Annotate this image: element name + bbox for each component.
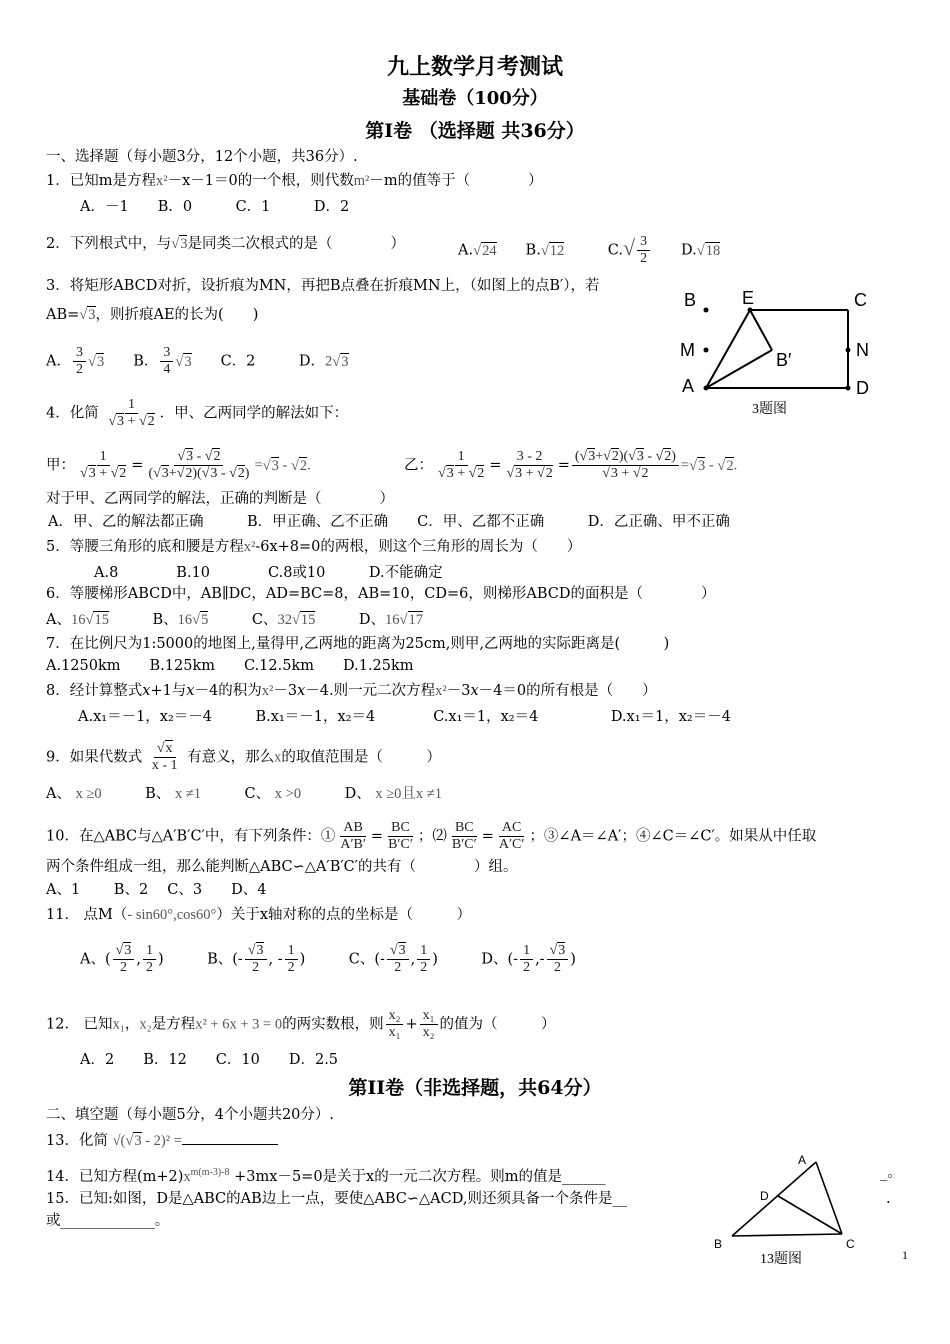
q2-options: A.√ 24 B.√ 12 C.√ $\frac{3}{2}$ D.√ 18 bbox=[458, 234, 720, 267]
q15-tail: . bbox=[886, 1191, 891, 1207]
q3-line1: 3．将矩形ABCD对折，设折痕为MN，再把B点叠在折痕MN上，（如图上的点B′），若 bbox=[46, 278, 600, 294]
q10-line1: 10．在△ABC与△A′B′C′中，有下列条件：① $\frac{AB}{A'B'}$ = $\frac{BC}{B'C'}$ ；⑵ $\frac{BC}{B'C'}$ = $\frac{AC}{A'C'}$ ；③∠A＝∠A′；④∠C＝∠C′。如果从中任取 bbox=[46, 820, 817, 852]
label-b: B bbox=[684, 290, 697, 310]
q8-options: A.x₁＝－1，x₂＝－4 B.x₁＝－1，x₂＝4 C.x₁＝1，x₂＝4 D.x₁＝1，x₂＝－4 bbox=[78, 709, 731, 725]
label-c: C bbox=[854, 290, 867, 310]
q15-text-line2: 或_____________。 bbox=[46, 1213, 170, 1229]
page-subtitle: 基础卷（100分） bbox=[402, 88, 548, 109]
q3-line2: AB=√ 3，则折痕AE的长为( ) bbox=[46, 305, 258, 325]
q6-options: A、16√ 15 B、16√ 5 C、32√ 15 D、16√ 17 bbox=[46, 610, 423, 630]
part1-heading: 第I卷 （选择题 共36分） bbox=[365, 120, 585, 142]
q4-yi: 乙： 1 √ 3 + √ 2 = 3 - 2 √ 3 + √ 2 = (√ 3+√ 2)(√ 3 - √ 2) √ 3 + √ 2 =√ 3 - √ 2. bbox=[404, 449, 737, 482]
q12-options: A．2 B．12 C．10 D．2.5 bbox=[80, 1052, 339, 1068]
label-c: C bbox=[846, 1237, 855, 1248]
q1-text: 1．已知m是方程x²－x－1＝0的一个根，则代数m²－m的值等于（ ） bbox=[46, 173, 543, 189]
q5-text: 5．等腰三角形的底和腰是方程x²-6x+8=0的两根，则这个三角形的周长为（ ） bbox=[46, 539, 582, 555]
label-a: A bbox=[682, 376, 695, 396]
page-title: 九上数学月考测试 bbox=[386, 54, 563, 80]
label-b: B bbox=[714, 1237, 723, 1248]
q11-text: 11． 点M（- sin60°,cos60°）关于x轴对称的点的坐标是（ ） bbox=[46, 907, 472, 923]
q4-judge: 对于甲、乙两同学的解法，正确的判断是（ ） bbox=[46, 491, 394, 507]
label-a: A bbox=[798, 1153, 807, 1167]
part2-heading: 第II卷（非选择题，共64分） bbox=[348, 1077, 602, 1099]
q13-text: 13．化简 √(√ 3 - 2)² = bbox=[46, 1131, 278, 1151]
figure-3-caption: 3题图 bbox=[752, 402, 787, 417]
q14-tail: _。 bbox=[880, 1165, 902, 1181]
q1-options: A．－1 B．0 C．1 D．2 bbox=[80, 199, 350, 215]
q10-options: A、1 B、2 C、3 D、4 bbox=[46, 882, 267, 898]
q12-text: 12． 已知x₁，x₂是方程x² + 6x + 3 = 0的两实数根，则 $\frac{\text{x₂}}{\text{x₁}}$ + $\frac{\text{x₁}}{\text{x₂}}$ 的值为（ ） bbox=[46, 1008, 556, 1040]
page-number: 1 bbox=[902, 1248, 908, 1262]
q10-line2: 两个条件组成一组，那么能判断△ABC∽△A′B′C′的共有（ ）组。 bbox=[46, 859, 518, 875]
q7-text: 7．在比例尺为1:5000的地图上,量得甲,乙两地的距离为25cm,则甲,乙两地的实际距离是( ) bbox=[46, 636, 670, 652]
q5-options: A.8 B.10 C.8或10 D.不能确定 bbox=[94, 565, 443, 581]
q3-options: A． $\frac{3}{2}$ √ 3 B． $\frac{3}{4}$ √ 3 C．2 D．2√ 3 bbox=[46, 345, 349, 378]
label-n: N bbox=[856, 340, 869, 360]
q6-text: 6．等腰梯形ABCD中，AB∥DC，AD=BC=8，AB=10，CD=6，则梯形ABCD的面积是（ ） bbox=[46, 586, 716, 602]
label-e: E bbox=[742, 288, 755, 308]
label-d: D bbox=[760, 1189, 769, 1203]
segment-dc bbox=[778, 1196, 842, 1234]
q15-text: 15．已知:如图，D是△ABC的AB边上一点，要使△ABC∽△ACD,则还须具备一个条件是__ bbox=[46, 1191, 627, 1207]
q4-options: A．甲、乙的解法都正确 B．甲正确、乙不正确 C．甲、乙都不正确 D．乙正确、甲不正确 bbox=[48, 514, 730, 530]
q4-jia: 甲： 1 √ 3 + √ 2 = √ $\frac{3 - √ 2}{(√ 3+√ 2)(√ 3 - √ 2)}$ =√ 3 - √ 2. bbox=[46, 449, 311, 482]
section1-heading: 一、选择题（每小题3分，12个小题，共36分）. bbox=[46, 149, 358, 165]
section2-heading: 二、填空题（每小题5分，4个小题共20分）. bbox=[46, 1107, 335, 1123]
q8-text: 8．经计算整式x+1与x－4的积为x²－3x－4.则一元二次方程x²－3x－4＝0的所有根是（ ） bbox=[46, 683, 657, 699]
rectangle-abcd bbox=[706, 310, 848, 388]
q11-options: A、( √ $\frac{3}{2}$ , $\frac{1}{2}$ ) B、(- √ $\frac{3}{2}$ , - $\frac{1}{2}$ ) C、(- √ $\frac{3}{2}$ , $\frac{1}{2}$ ) D、(- $\frac{1}{2}$ ,- √ $\frac{3}{2}$ ) bbox=[80, 943, 576, 976]
figure-13-caption: 13题图 bbox=[760, 1252, 802, 1267]
q4-text: 4．化简 1 √ 3 + √ 2 ．甲、乙两同学的解法如下： bbox=[46, 397, 348, 430]
q2-text: 2．下列根式中，与√ 3是同类二次根式的是（ ） bbox=[46, 234, 405, 254]
label-d: D bbox=[856, 378, 869, 398]
q14-text: 14．已知方程$(m+2)x^{m(m-3)-8} +3mx-5=0$是关于x的一元二次方程。则m的值是______ bbox=[46, 1167, 606, 1185]
q9-text: 9．如果代数式 √ $\frac{x}{x - 1}$ 有意义，那么x的取值范围是（ ） bbox=[46, 741, 441, 774]
label-m: M bbox=[680, 340, 695, 360]
label-bprime: B′ bbox=[776, 350, 792, 370]
q7-options: A.1250km B.125km C.12.5km D.1.25km bbox=[46, 658, 414, 674]
figure-13-diagram bbox=[708, 1148, 868, 1248]
q9-options: A、 x ≥0 B、 x ≠1 C、 x >0 D、 x ≥0且x ≠1 bbox=[46, 786, 442, 802]
